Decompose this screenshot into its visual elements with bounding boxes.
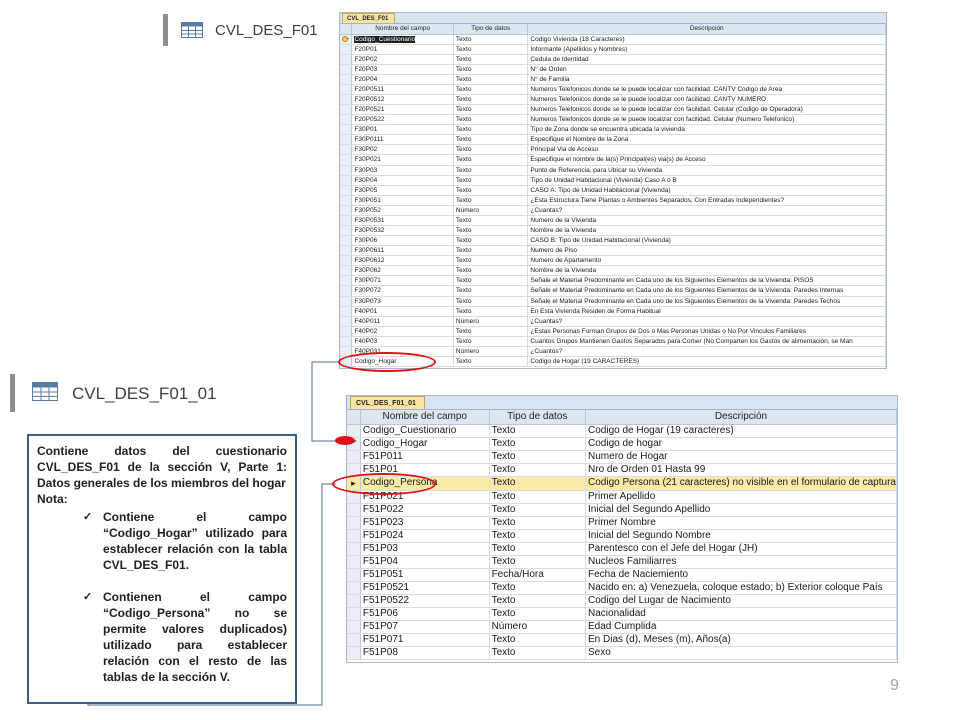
cell-data-type[interactable]: Texto	[489, 542, 585, 555]
cell-description[interactable]: Nacionalidad	[586, 607, 897, 620]
cell-data-type[interactable]: Texto	[489, 450, 585, 463]
marker-codigo-hogar-t2	[335, 436, 355, 445]
cell-field-name[interactable]: F20P03	[352, 64, 453, 74]
cell-description[interactable]: En Dias (d), Meses (m), Años(a)	[586, 633, 897, 646]
cell-field-name[interactable]: F51P01	[360, 463, 489, 476]
cell-description[interactable]: Tipo de Unidad Habitacional (Vivienda) Caso A o B	[528, 175, 886, 185]
connector-codigo-hogar	[312, 362, 353, 441]
cell-description[interactable]: Cuantos Grupos Mantienen Gastos Separados para Comer (No Comparten los Gastos de alimentación, se Man	[528, 336, 886, 346]
cell-data-type[interactable]: Texto	[453, 74, 528, 84]
cell-description[interactable]: Codigo de Hogar (19 caracteres)	[586, 424, 897, 437]
cell-description[interactable]: Codigo de Hogar (19 CARACTERES)	[528, 357, 886, 367]
cell-data-type[interactable]: Número	[453, 205, 528, 215]
cell-field-name[interactable]: Codigo_Hogar	[360, 437, 489, 450]
cell-description[interactable]: Cedula de Identidad	[528, 54, 886, 64]
cell-field-name[interactable]: Codigo_Persona	[360, 476, 489, 490]
cell-description[interactable]: Numeros Telefonicos donde se le puede localizar con facilidad. Celular (Codigo de Operadora)	[528, 105, 886, 115]
cell-data-type[interactable]: Texto	[453, 175, 528, 185]
cell-description[interactable]: Parentesco con el Jefe del Hogar (JH)	[586, 542, 897, 555]
cell-data-type[interactable]: Número	[453, 316, 528, 326]
cell-description[interactable]: Nacido en: a) Venezuela, coloque estado; b) Exterior coloque País	[586, 581, 897, 594]
cell-field-name[interactable]: F20P0521	[352, 105, 453, 115]
cell-description[interactable]: Señale el Material Predominante en Cada uno de los Siguientes Elementos de la Vivienda: Paredes Internas	[528, 286, 886, 296]
cell-description[interactable]: Nombre de la Vivienda	[528, 225, 886, 235]
note-box	[27, 434, 297, 704]
cell-data-type[interactable]: Texto	[453, 185, 528, 195]
note-bullet-1	[37, 509, 287, 573]
cell-description[interactable]: Nombre de la Vivienda	[528, 266, 886, 276]
cell-data-type[interactable]: Texto	[489, 516, 585, 529]
cell-description[interactable]: Numeros Telefonicos donde se le puede localizar con facilidad. CANTV NUMERO	[528, 94, 886, 104]
cell-description[interactable]: Numeros Telefonicos donde se le puede localizar con facilidad. Celular (Numero Telefonico)	[528, 115, 886, 125]
cell-description[interactable]: En Esta Vivienda Residen de Forma Habitual	[528, 306, 886, 316]
cell-description[interactable]: CASO B: Tipo de Unidad Habitacional (Vivienda)	[528, 236, 886, 246]
cell-field-name[interactable]: F20P01	[352, 44, 453, 54]
cell-data-type[interactable]: Texto	[489, 581, 585, 594]
cell-data-type[interactable]: Texto	[489, 424, 585, 437]
cell-field-name[interactable]: F20P02	[352, 54, 453, 64]
cell-data-type[interactable]: Texto	[453, 54, 528, 64]
cell-description[interactable]: Nro de Orden 01 Hasta 99	[586, 463, 897, 476]
note-bullet-2	[37, 589, 287, 685]
note-bullets	[37, 509, 287, 685]
cell-description[interactable]: Fecha de Naciemiento	[586, 568, 897, 581]
highlight-codigo-hogar-t1	[338, 352, 436, 372]
cell-data-type[interactable]: Texto	[489, 607, 585, 620]
cell-data-type[interactable]: Texto	[453, 34, 528, 44]
cell-field-name[interactable]: F51P03	[360, 542, 489, 555]
note-intro: Contiene datos del cuestionario CVL_DES_F01 de la sección V, Parte 1: Datos generales de los miembros del hogar	[37, 444, 287, 490]
cell-description[interactable]: ¿Cuantas?	[528, 316, 886, 326]
cell-data-type[interactable]: Texto	[489, 503, 585, 516]
cell-data-type[interactable]: Número	[453, 346, 528, 356]
cell-data-type[interactable]: Texto	[453, 115, 528, 125]
cell-description[interactable]: N° de Orden	[528, 64, 886, 74]
cell-field-name[interactable]: F30P052	[352, 205, 453, 215]
cell-data-type[interactable]: Texto	[453, 225, 528, 235]
cell-data-type[interactable]: Texto	[453, 236, 528, 246]
cell-description[interactable]: ¿Cuantas?	[528, 205, 886, 215]
cell-description[interactable]: Numero de Piso	[528, 246, 886, 256]
cell-description[interactable]: Primer Nombre	[586, 516, 897, 529]
cell-data-type[interactable]: Texto	[453, 256, 528, 266]
cell-data-type[interactable]: Texto	[453, 246, 528, 256]
cell-field-name[interactable]: F30P0611	[352, 246, 453, 256]
cell-description[interactable]: ¿Esta Estructura Tiene Plantas o Ambientes Separados, Con Entradas Independientes?	[528, 195, 886, 205]
cell-data-type[interactable]: Número	[489, 620, 585, 633]
cell-field-name[interactable]: F40P031	[352, 346, 453, 356]
cell-data-type[interactable]: Texto	[453, 266, 528, 276]
cell-data-type[interactable]: Texto	[489, 646, 585, 659]
cell-description[interactable]: Codigo del Lugar de Nacimiento	[586, 594, 897, 607]
cell-data-type[interactable]: Texto	[453, 94, 528, 104]
cell-data-type[interactable]: Texto	[453, 155, 528, 165]
note-bullet-text: Contiene el campo “Codigo_Hogar” utilizado para establecer relación con la tabla CVL_DES_F01.	[103, 510, 287, 572]
cell-data-type[interactable]: Fecha/Hora	[489, 568, 585, 581]
cell-field-name[interactable]: F20P0522	[352, 115, 453, 125]
cell-field-name[interactable]: F51P0522	[360, 594, 489, 607]
cell-field-name[interactable]: F20P0511	[352, 84, 453, 94]
cell-data-type[interactable]: Texto	[489, 463, 585, 476]
cell-field-name[interactable]: F30P062	[352, 266, 453, 276]
cell-data-type[interactable]: Texto	[453, 306, 528, 316]
cell-description[interactable]: Numero de Apartamento	[528, 256, 886, 266]
cell-description[interactable]: ¿Estas Personas Forman Grupos de Dos o Mas Personas Unidas o No Por Vinculos Familiares	[528, 326, 886, 336]
cell-data-type[interactable]: Texto	[453, 44, 528, 54]
cell-description[interactable]: N° de Familia	[528, 74, 886, 84]
cell-field-name[interactable]: F51P022	[360, 503, 489, 516]
cell-field-name[interactable]: F40P03	[352, 336, 453, 346]
cell-field-name[interactable]: F51P021	[360, 490, 489, 503]
record-selector-arrow: ▸	[351, 477, 356, 488]
checkmark-icon: ✓	[83, 591, 93, 603]
column-header-field-name[interactable]: Nombre del campo	[352, 24, 453, 34]
cell-field-name[interactable]: F30P06	[352, 236, 453, 246]
cell-field-name[interactable]: F51P011	[360, 450, 489, 463]
cell-description[interactable]: Primer Apellido	[586, 490, 897, 503]
checkmark-icon: ✓	[83, 511, 93, 523]
cell-field-name[interactable]: F51P07	[360, 620, 489, 633]
cell-field-name[interactable]: F30P01	[352, 125, 453, 135]
cell-description[interactable]: Señale el Material Predominante en Cada uno de los Siguientes Elementos de la Vivienda: PISOS	[528, 276, 886, 286]
highlight-codigo-persona-t2	[332, 473, 436, 495]
column-header-description[interactable]: Descripción	[586, 410, 897, 424]
cell-description[interactable]: Punto de Referencia, para Ubicar su Vivienda	[528, 165, 886, 175]
cell-field-name[interactable]: F30P0531	[352, 215, 453, 225]
cell-field-name[interactable]: F40P01	[352, 306, 453, 316]
cell-field-name[interactable]: F30P072	[352, 286, 453, 296]
cell-field-name[interactable]: F20P0512	[352, 94, 453, 104]
cell-field-name[interactable]: F40P011	[352, 316, 453, 326]
cell-field-name[interactable]: Codigo_Hogar	[352, 357, 453, 367]
cell-field-name[interactable]: F30P05	[352, 185, 453, 195]
cell-data-type[interactable]: Texto	[453, 215, 528, 225]
cell-field-name[interactable]: Codigo_Cuestionario	[360, 424, 489, 437]
cell-description[interactable]: Inicial del Segundo Nombre	[586, 529, 897, 542]
cell-field-name[interactable]: F51P06	[360, 607, 489, 620]
cell-field-name[interactable]: F30P0532	[352, 225, 453, 235]
cell-data-type[interactable]: Texto	[489, 633, 585, 646]
cell-field-name[interactable]: F51P023	[360, 516, 489, 529]
note-bullet-text: Contienen el campo “Codigo_Persona” no se permite valores duplicados) utilizado para establecer relación con el resto de las tablas de la sección V.	[103, 590, 287, 684]
cell-data-type[interactable]: Texto	[489, 476, 585, 490]
cell-field-name[interactable]: F51P071	[360, 633, 489, 646]
cell-data-type[interactable]: Texto	[489, 555, 585, 568]
cell-data-type[interactable]: Texto	[453, 286, 528, 296]
cell-data-type[interactable]: Texto	[489, 437, 585, 450]
cell-data-type[interactable]: Texto	[489, 490, 585, 503]
cell-field-name[interactable]: F30P0111	[352, 135, 453, 145]
cell-description[interactable]: Codigo Vivienda (18 Caracteres)	[528, 34, 886, 44]
column-header-field-name[interactable]: Nombre del campo	[360, 410, 489, 424]
tab-label: CVL_DES_F01	[347, 15, 389, 22]
cell-description[interactable]: Numero de la Vivienda	[528, 215, 886, 225]
cell-description[interactable]: Especifique el Nombre de la Zona	[528, 135, 886, 145]
cell-description[interactable]: Codigo de hogar	[586, 437, 897, 450]
table-name: CVL_DES_F01_01	[72, 384, 217, 403]
cell-description[interactable]: Numeros Telefonicos donde se le puede localizar con facilidad. CANTV Codigo de Area	[528, 84, 886, 94]
cell-description[interactable]: ¿Cuantos?	[528, 346, 886, 356]
cell-field-name[interactable]: F30P071	[352, 276, 453, 286]
cell-field-name[interactable]: F51P04	[360, 555, 489, 568]
cell-description[interactable]: Numero de Hogar	[586, 450, 897, 463]
cell-field-name[interactable]: F30P021	[352, 155, 453, 165]
page-number: 9	[890, 677, 899, 694]
cell-data-type[interactable]: Texto	[453, 195, 528, 205]
cell-description[interactable]: CASO A: Tipo de Unidad Habitacional (Vivienda)	[528, 185, 886, 195]
cell-description[interactable]: Principal Via de Acceso	[528, 145, 886, 155]
cell-field-name[interactable]: F20P04	[352, 74, 453, 84]
cell-field-name[interactable]: F51P024	[360, 529, 489, 542]
cell-data-type[interactable]: Texto	[453, 84, 528, 94]
cell-description[interactable]: Codigo Persona (21 caracteres) no visible en el formulario de captura	[586, 476, 897, 490]
selected-text: Codigo_Cuestionario	[354, 35, 416, 43]
cell-data-type[interactable]: Texto	[453, 105, 528, 115]
cell-description[interactable]: Informante (Apellidos y Nombres)	[528, 44, 886, 54]
cell-description[interactable]: Nucleos Familiarres	[586, 555, 897, 568]
cell-description[interactable]: Edad Cumplida	[586, 620, 897, 633]
cell-field-name[interactable]: F30P04	[352, 175, 453, 185]
cell-data-type[interactable]: Texto	[453, 64, 528, 74]
cell-field-name[interactable]: F30P0612	[352, 256, 453, 266]
cell-field-name[interactable]: F30P051	[352, 195, 453, 205]
cell-data-type[interactable]: Texto	[453, 276, 528, 286]
cell-description[interactable]: Sexo	[586, 646, 897, 659]
tab-label: CVL_DES_F01_01	[356, 399, 416, 407]
cell-field-name[interactable]: F51P0521	[360, 581, 489, 594]
cell-field-name[interactable]: F51P08	[360, 646, 489, 659]
cell-description[interactable]: Especifique el nombre de la(s) Principal(es) via(s) de Acceso	[528, 155, 886, 165]
cell-data-type[interactable]: Texto	[453, 145, 528, 155]
cell-field-name[interactable]: F30P02	[352, 145, 453, 155]
cell-data-type[interactable]: Texto	[453, 357, 528, 367]
cell-data-type[interactable]: Texto	[453, 326, 528, 336]
note-title: Nota:	[37, 492, 68, 506]
cell-data-type[interactable]: Texto	[453, 336, 528, 346]
cell-description[interactable]: Inicial del Segundo Apellido	[586, 503, 897, 516]
column-header-description[interactable]: Descripción	[528, 24, 886, 34]
cell-data-type[interactable]: Texto	[489, 594, 585, 607]
cell-data-type[interactable]: Texto	[489, 529, 585, 542]
column-header-data-type[interactable]: Tipo de datos	[453, 24, 528, 34]
cell-data-type[interactable]: Texto	[453, 135, 528, 145]
cell-field-name[interactable]: F30P03	[352, 165, 453, 175]
cell-description[interactable]: Tipo de Zona donde se encuentra ubicada la vivienda	[528, 125, 886, 135]
cell-data-type[interactable]: Texto	[453, 296, 528, 306]
table-name: CVL_DES_F01	[215, 22, 318, 39]
cell-description[interactable]: Señale el Material Predominante en Cada uno de los Siguientes Elementos de la Vivienda: Paredes Techos	[528, 296, 886, 306]
cell-data-type[interactable]: Texto	[453, 125, 528, 135]
cell-field-name[interactable]: F40P02	[352, 326, 453, 336]
column-header-data-type[interactable]: Tipo de datos	[489, 410, 585, 424]
cell-data-type[interactable]: Texto	[453, 165, 528, 175]
cell-field-name[interactable]: F51P051	[360, 568, 489, 581]
cell-field-name[interactable]: F30P073	[352, 296, 453, 306]
